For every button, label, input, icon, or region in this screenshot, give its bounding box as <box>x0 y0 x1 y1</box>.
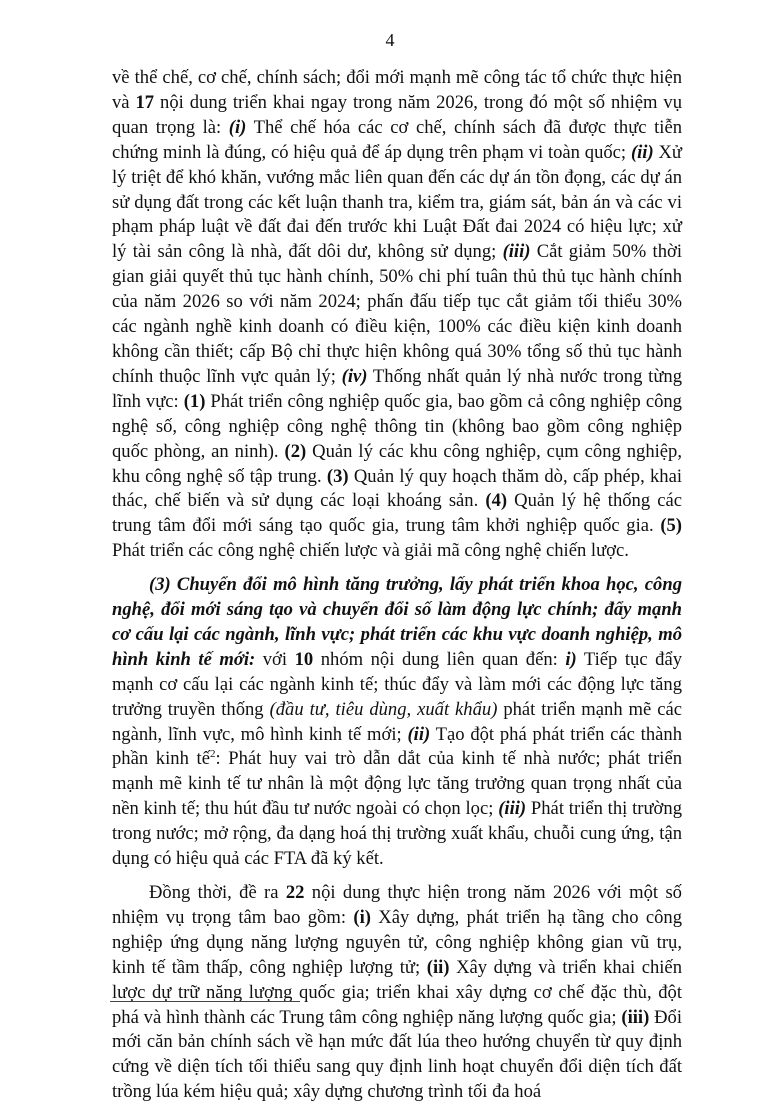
footnote-separator <box>110 1001 300 1002</box>
text-run: phát triển mạnh mẽ các ngành, lĩnh vực, mô hình kinh tế mới; <box>112 698 682 745</box>
text-run: Đồng thời, đề ra <box>149 882 286 903</box>
text-run: nhóm nội dung liên quan đến: <box>313 648 566 670</box>
text-run: Thể chế hóa các cơ chế, chính sách đã được thực tiễn chứng minh là đúng, có hiệu quả để áp dụng trên phạm vi toàn quốc; <box>112 116 682 163</box>
emphasis-text: (1) <box>183 390 206 412</box>
emphasis-text: (3) Chuyển đổi mô hình tăng trưởng, lấy phát triển khoa học, công nghệ, đổi mới sáng tạo và chuyển đổi số làm động lực chính; đẩy mạnh cơ cấu lại các ngành, lĩnh vực; phát triển các khu vực doanh nghiệp, mô hình kinh tế mới: <box>112 574 682 670</box>
text-run: với <box>255 648 295 670</box>
emphasis-text: (iii) <box>498 798 527 820</box>
emphasis-text: (3) <box>326 465 349 487</box>
emphasis-text: (5) <box>660 515 682 537</box>
text-run: nội dung thực hiện trong năm 2026 với một số nhiệm vụ trọng tâm bao gồm: <box>112 882 682 928</box>
text-run: Quản lý các khu công nghiệp, cụm công nghiệp, khu công nghệ số tập trung. <box>112 440 683 487</box>
text-run: Phát triển công nghiệp quốc gia, bao gồm cả công nghiệp công nghệ số, công nghiệp công nghệ thông tin (không bao gồm công nghiệp quốc phòng, an ninh). <box>112 390 682 462</box>
text-run: Tiếp tục đẩy mạnh cơ cấu lại các ngành kinh tế; thúc đẩy và làm mới các động lực tăng trưởng truyền thống <box>112 648 683 720</box>
emphasis-text: (i) <box>353 906 371 928</box>
emphasis-text: (ii) <box>426 956 450 978</box>
document-body <box>112 66 682 1105</box>
page-number: 4 <box>385 30 395 50</box>
text-run: Đổi mới căn bản chính sách về hạn mức đất lúa theo hướng chuyển từ quy định cứng về diện tích tối thiểu sang quy định linh hoạt chuyển đổi diện tích đất trồng lúa kém hiệu quả; xây dựng chương trình tối đa hoá <box>112 1006 682 1103</box>
text-run: về thể chế, cơ chế, chính sách; đổi mới mạnh mẽ công tác tổ chức thực hiện và <box>112 67 682 113</box>
emphasis-text: 17 <box>135 91 155 113</box>
text-run: Tạo đột phá phát triển các thành phần kinh tế <box>112 723 682 770</box>
emphasis-text: 10 <box>294 648 314 670</box>
text-run: Quản lý hệ thống các trung tâm đổi mới sáng tạo quốc gia, trung tâm khởi nghiệp quốc gia. <box>112 490 682 537</box>
emphasis-text: i) <box>565 648 577 670</box>
text-run: Phát triển thị trường trong nước; mở rộng, đa dạng hoá thị trường xuất khẩu, chuỗi cung ứng, tận dụng có hiệu quả các FTA đã ký kết. <box>112 798 682 870</box>
text-run: Phát triển các công nghệ chiến lược và giải mã công nghệ chiến lược. <box>112 540 629 562</box>
text-run: : Phát huy vai trò dẫn dắt của kinh tế nhà nước; phát triển mạnh mẽ kinh tế tư nhân là một động lực tăng trưởng quan trọng nhất của nền kinh tế; thu hút đầu tư nước ngoài có chọn lọc; <box>112 748 682 820</box>
emphasis-text: (i) <box>228 116 247 138</box>
emphasis-text: 22 <box>285 882 305 903</box>
emphasis-text: (2) <box>284 440 307 462</box>
paragraph-growth-model-transformation <box>112 573 682 872</box>
italic-text: (đầu tư, tiêu dùng, xuất khẩu) <box>269 698 498 720</box>
emphasis-text: (ii) <box>630 141 654 163</box>
text-run: Cắt giảm 50% thời gian giải quyết thủ tục hành chính, 50% chi phí tuân thủ thủ tục hành chính của năm 2026 so với năm 2024; phấn đấu tiếp tục cắt giảm tối thiểu 30% các ngành nghề kinh doanh có điều kiện, 100% các điều kiện kinh doanh không cần thiết; cấp Bộ chỉ thực hiện không quá 30% tổng số thủ tục hành chính thuộc lĩnh vực quản lý; <box>112 241 682 387</box>
emphasis-text: (iii) <box>621 1006 650 1028</box>
paragraph-state-management-tasks <box>112 66 682 564</box>
emphasis-text: (4) <box>485 490 508 512</box>
text-run: Xây dựng, phát triển hạ tầng cho công nghiệp ứng dụng năng lượng nguyên tử, công nghiệp không gian vũ trụ, kinh tế tầm thấp, công nghiệp lượng tử; <box>112 906 682 978</box>
text-run: nội dung triển khai ngay trong năm 2026, trong đó một số nhiệm vụ quan trọng là: <box>112 91 682 138</box>
text-run: Xây dựng và triển khai chiến lược dự trữ năng lượng quốc gia; triển khai xây dựng cơ chế đặc thù, đột phá và hình thành các Trung tâm công nghiệp năng lượng quốc gia; <box>112 956 682 1028</box>
text-run: Quản lý quy hoạch thăm dò, cấp phép, khai thác, chế biến và sử dụng các loại khoáng sản. <box>112 465 683 512</box>
footnote-ref[interactable]: 2 <box>209 748 216 761</box>
paragraph-2026-key-tasks <box>112 881 682 1105</box>
emphasis-text: (iii) <box>502 241 531 263</box>
emphasis-text: (iv) <box>341 365 368 387</box>
text-run: Xử lý triệt để khó khăn, vướng mắc liên quan đến các dự án tồn đọng, các dự án sử dụng đất trong các kết luận thanh tra, kiểm tra, giám sát, bản án và các vi phạm pháp luật về đất đai đến trước khi Luật Đất đai 2024 có hiệu lực; xử lý tài sản công là nhà, đất dôi dư, không sử dụng; <box>112 141 682 263</box>
emphasis-text: (ii) <box>407 723 431 745</box>
text-run: Thống nhất quản lý nhà nước trong từng lĩnh vực: <box>112 365 682 412</box>
